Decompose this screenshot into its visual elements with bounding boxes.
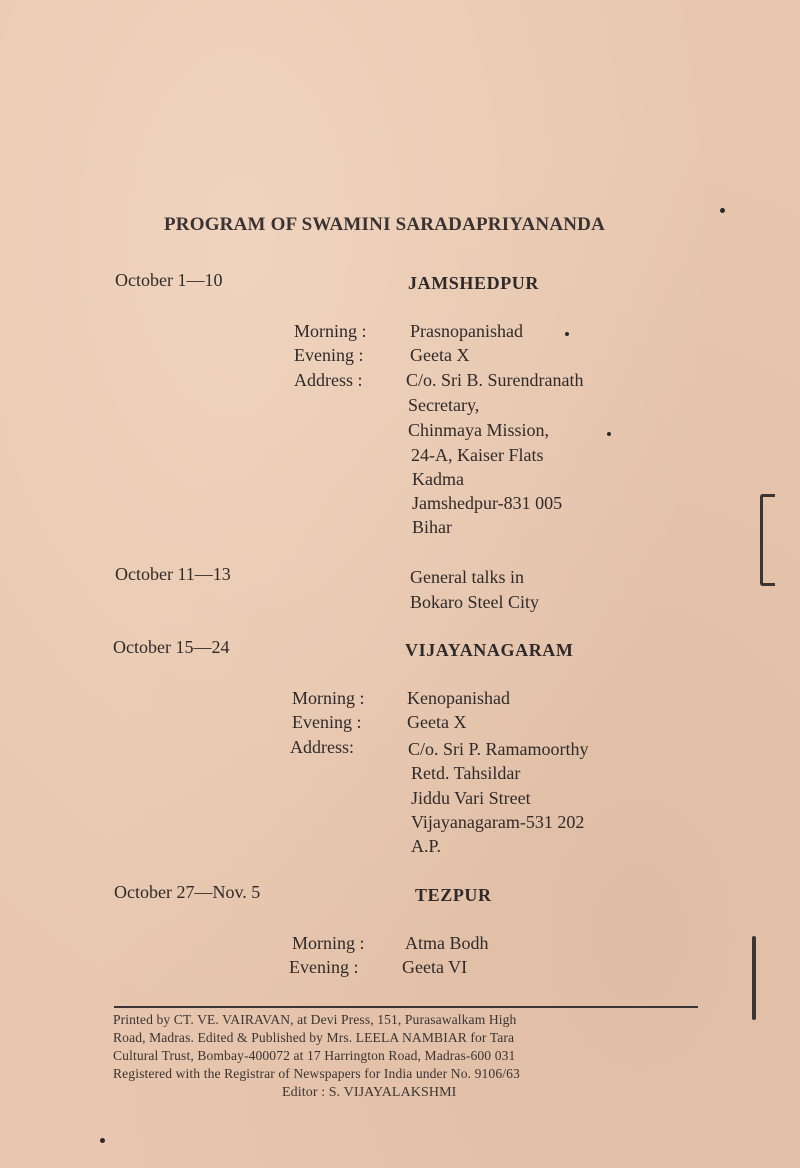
talks-line: Bokaro Steel City	[410, 592, 539, 612]
entry-city: VIJAYANAGARAM	[405, 640, 574, 660]
ink-spot	[100, 1138, 105, 1143]
address-label: Address:	[290, 737, 354, 757]
entry-date: October 1—10	[115, 270, 223, 290]
address-line: Chinmaya Mission,	[408, 420, 550, 440]
address-line: Secretary,	[408, 395, 480, 415]
morning-label: Morning :	[292, 933, 365, 953]
evening-value: Geeta X	[407, 712, 467, 732]
evening-label: Evening :	[294, 345, 364, 365]
talks-line: General talks in	[410, 567, 524, 587]
ink-spot	[720, 208, 725, 213]
morning-label: Morning :	[292, 688, 365, 708]
evening-label: Evening :	[289, 957, 359, 977]
morning-value: Kenopanishad	[407, 688, 510, 708]
editor-credit: Editor : S. VIJAYALAKSHMI	[282, 1085, 457, 1100]
address-line: 24-A, Kaiser Flats	[411, 445, 544, 465]
address-line: Vijayanagaram-531 202	[411, 812, 585, 832]
footer-rule	[114, 1006, 698, 1008]
address-line: A.P.	[411, 836, 442, 856]
morning-label: Morning :	[294, 321, 367, 341]
address-label: Address :	[294, 370, 363, 390]
ink-spot	[565, 332, 569, 336]
entry-date: October 11—13	[115, 564, 231, 584]
binding-staple	[752, 936, 756, 1020]
address-line: Jiddu Vari Street	[411, 788, 531, 808]
address-line: Jamshedpur-831 005	[412, 493, 563, 513]
address-line: C/o. Sri B. Surendranath	[406, 370, 584, 390]
address-line: Bihar	[412, 517, 452, 537]
program-title: PROGRAM OF SWAMINI SARADAPRIYANANDA	[164, 214, 606, 235]
entry-date: October 15—24	[113, 637, 230, 657]
morning-value: Prasnopanishad	[410, 321, 523, 341]
imprint-line: Road, Madras. Edited & Published by Mrs. LEELA NAMBIAR for Tara	[113, 1030, 515, 1045]
evening-value: Geeta X	[410, 345, 470, 365]
morning-value: Atma Bodh	[405, 933, 489, 953]
imprint-line: Registered with the Registrar of Newspapers for India under No. 9106/63	[113, 1066, 520, 1081]
evening-value: Geeta VI	[402, 957, 468, 977]
entry-city: JAMSHEDPUR	[408, 273, 539, 293]
evening-label: Evening :	[292, 712, 362, 732]
binding-staple	[760, 494, 775, 586]
imprint-line: Cultural Trust, Bombay-400072 at 17 Harrington Road, Madras-600 031	[113, 1048, 516, 1063]
imprint-line: Printed by CT. VE. VAIRAVAN, at Devi Press, 151, Purasawalkam High	[113, 1012, 517, 1027]
address-line: Retd. Tahsildar	[411, 763, 521, 783]
ink-spot	[607, 432, 611, 436]
entry-city: TEZPUR	[415, 885, 492, 905]
address-line: C/o. Sri P. Ramamoorthy	[408, 739, 589, 759]
entry-date: October 27—Nov. 5	[114, 882, 261, 902]
address-line: Kadma	[412, 469, 464, 489]
